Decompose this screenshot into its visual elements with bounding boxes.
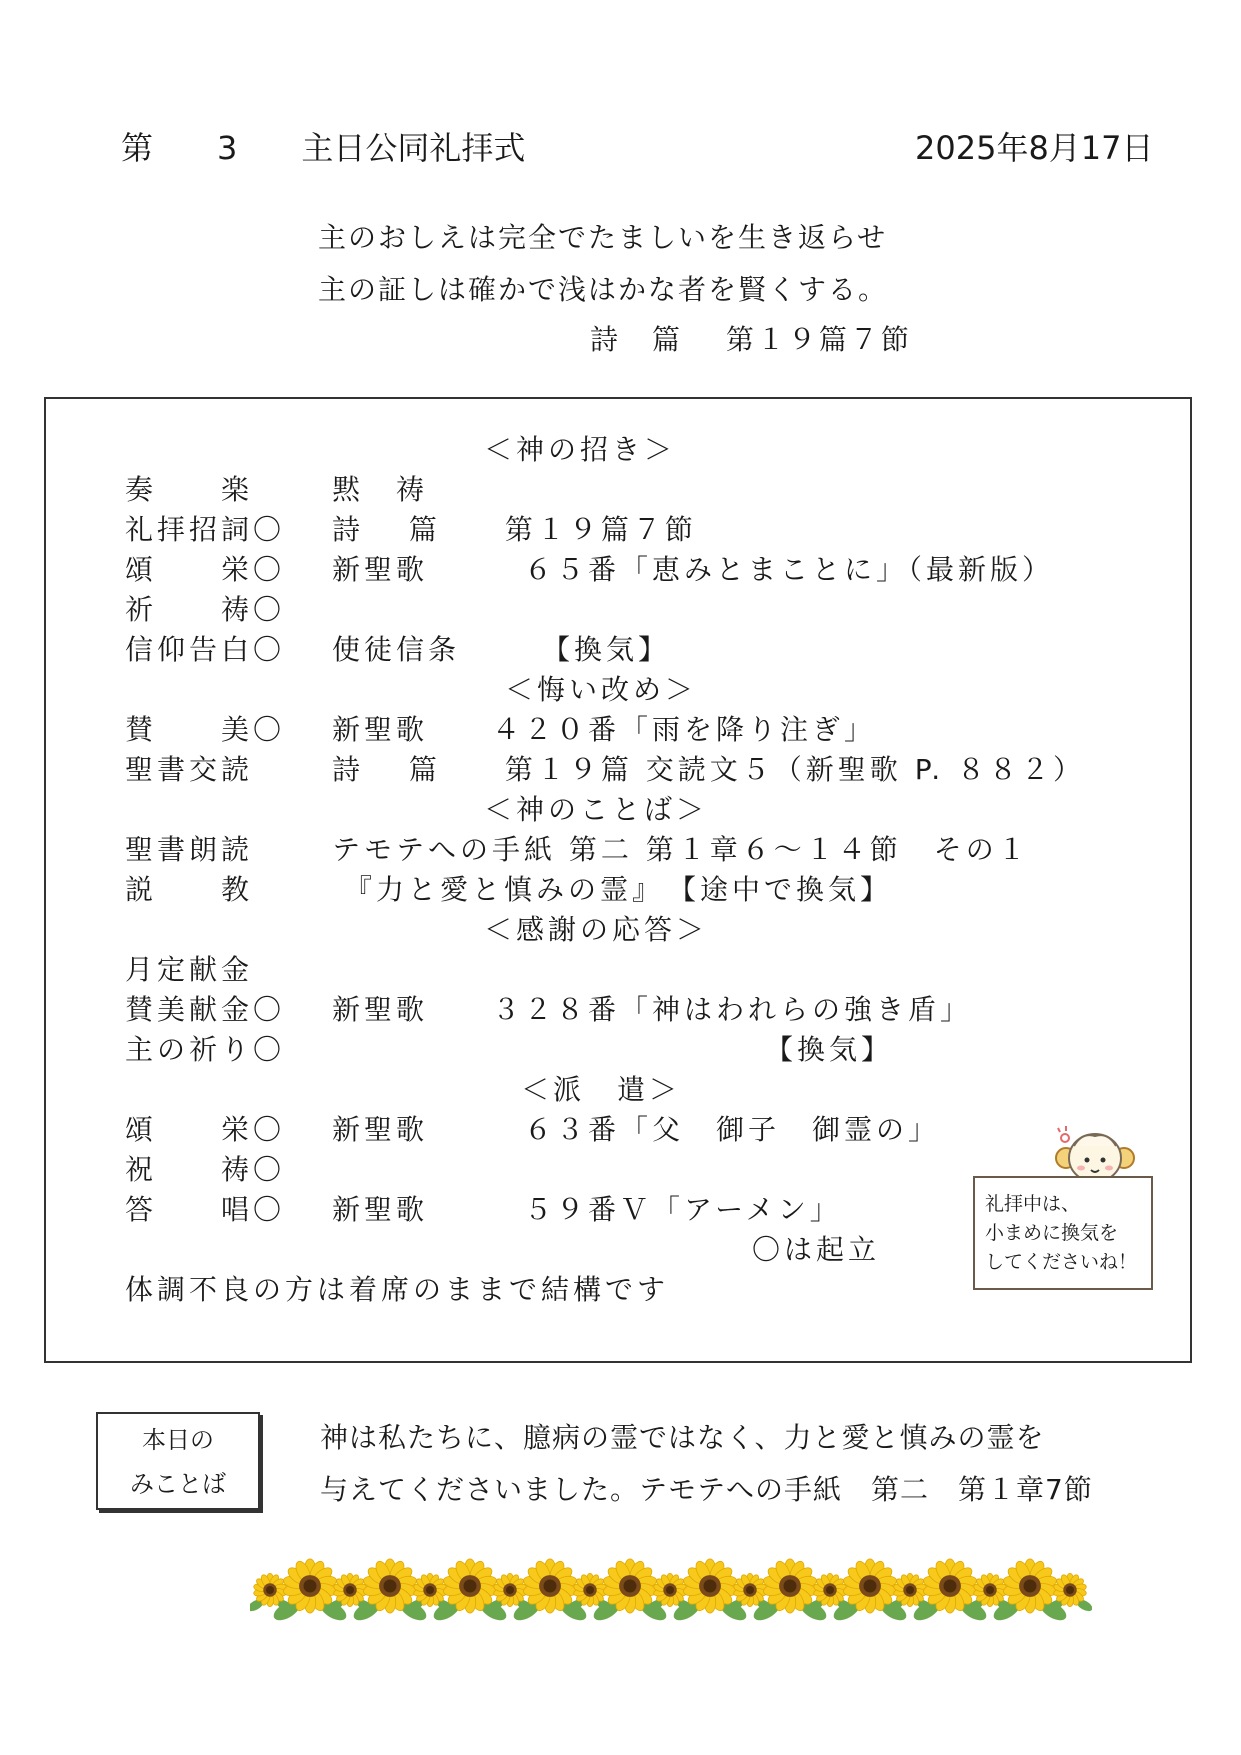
sunflower-border [250, 1550, 1092, 1634]
order-item-label: 祝 祷〇 [125, 1153, 286, 1186]
ventilation-sign-line: 小まめに換気を [985, 1222, 1119, 1244]
opening-verse-line1: 主のおしえは完全でたましいを生き返らせ [318, 221, 888, 254]
word-of-day-label-box [96, 1412, 260, 1510]
order-item-label: 聖書朗読 [125, 833, 254, 866]
order-item-detail: 新聖歌 ４２０番「雨を降り注ぎ」 [332, 713, 877, 746]
section-response: ＜感謝の応答＞ [484, 913, 709, 946]
order-item-detail: 新聖歌 ５９番Ｖ「アーメン」 [332, 1193, 842, 1226]
order-item-detail: 新聖歌 ６３番「父 御子 御霊の」 [332, 1113, 941, 1146]
word-of-day-label: 本日の [142, 1426, 214, 1454]
section-repentance: ＜悔い改め＞ [505, 673, 698, 706]
order-item-detail: 使徒信条 【換気】 [332, 633, 671, 666]
opening-verse-reference: 詩 篇 第１９篇７節 [590, 323, 912, 356]
ventilation-sign [973, 1176, 1153, 1290]
order-item-detail: 新聖歌 ６５番「恵みとまことに」（最新版） [332, 553, 1055, 586]
ventilation-sign-line: してくださいね！ [985, 1251, 1138, 1273]
order-item-detail: 詩 篇 第１９篇７節 [332, 513, 697, 546]
seating-note: 体調不良の方は着席のままで結構です [125, 1273, 670, 1306]
order-item-detail: 詩 篇 第１９篇 交読文５（新聖歌 P. ８８２） [332, 753, 1086, 786]
order-item-label: 頌 栄〇 [125, 553, 286, 586]
order-item-label: 信仰告白〇 [125, 633, 286, 666]
order-item-detail: 『力と愛と慎みの霊』 【途中で換気】 [344, 873, 893, 906]
stand-legend: 〇は起立 [752, 1233, 881, 1266]
order-item-label: 主の祈り〇 [125, 1033, 286, 1066]
order-item-detail: 新聖歌 ３２８番「神はわれらの強き盾」 [332, 993, 973, 1026]
order-item-label: 答 唱〇 [125, 1193, 286, 1226]
order-item-label: 奏 楽 [125, 473, 254, 506]
word-of-day-label: みことば [130, 1470, 226, 1498]
section-sending: ＜派 遣＞ [521, 1073, 682, 1106]
order-item-label: 祈 祷〇 [125, 593, 286, 626]
order-item-label: 頌 栄〇 [125, 1113, 286, 1146]
section-invitation: ＜神の招き＞ [484, 433, 677, 466]
order-item-label: 賛 美〇 [125, 713, 286, 746]
section-word-of-god: ＜神のことば＞ [484, 793, 709, 826]
order-item-detail: 【換気】 [765, 1033, 894, 1066]
ventilation-sign-line: 礼拝中は、 [985, 1193, 1081, 1215]
service-title: 第 3 主日公同礼拝式 [121, 129, 526, 167]
opening-verse-line2: 主の証しは確かで浅はかな者を賢くする。 [318, 273, 889, 306]
order-item-label: 聖書交読 [125, 753, 254, 786]
order-item-label: 説 教 [125, 873, 254, 906]
order-item-detail: テモテへの手紙 第二 第１章６～１４節 その１ [332, 833, 1030, 866]
service-date: 2025年8月17日 [915, 129, 1154, 167]
order-item-label: 賛美献金〇 [125, 993, 286, 1026]
order-item-label: 月定献金 [125, 953, 254, 986]
word-of-day-text-line2: 与えてくださいました。テモテへの手紙 第二 第１章7節 [320, 1473, 1093, 1506]
order-item-detail: 黙 祷 [332, 473, 429, 506]
order-item-label: 礼拝招詞〇 [125, 513, 286, 546]
word-of-day-text-line1: 神は私たちに、臆病の霊ではなく、力と愛と慎みの霊を [320, 1421, 1045, 1454]
